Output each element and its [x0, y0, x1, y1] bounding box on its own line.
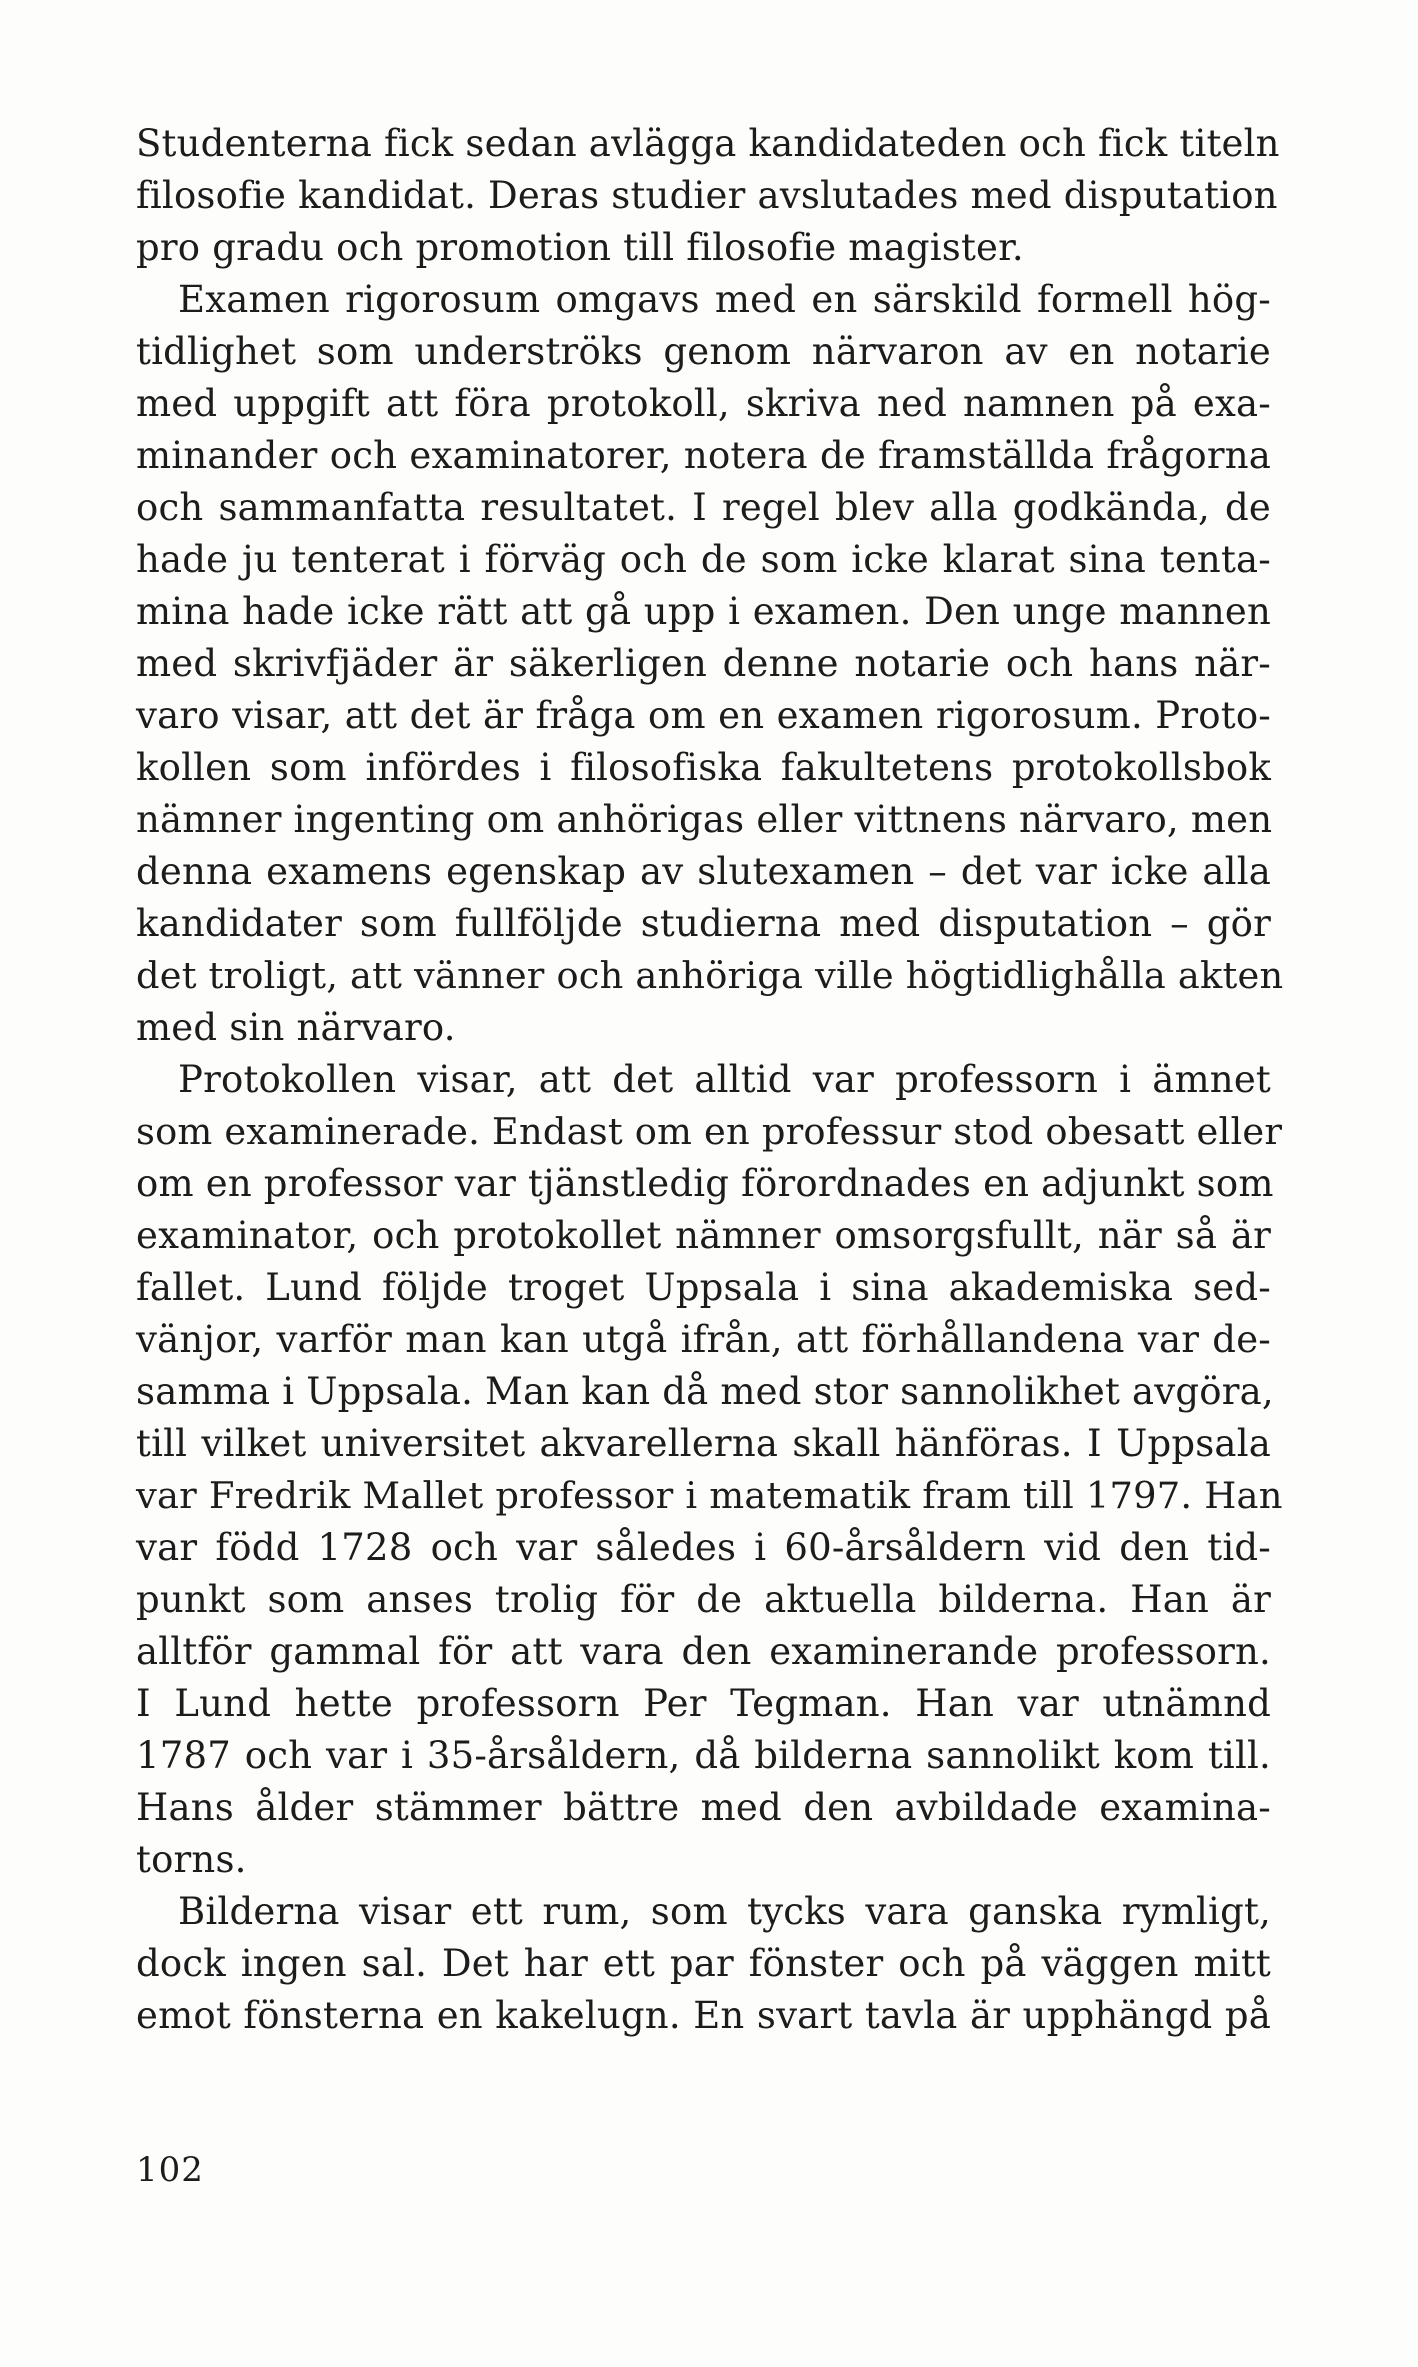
paragraph — [136, 1054, 1283, 1886]
text-line: kollen som infördes i filosofiska fakultetens protokollsbok — [136, 746, 1271, 789]
text-line: mina hade icke rätt att gå upp i examen. Den unge mannen — [136, 590, 1271, 633]
text-line: fallet. Lund följde troget Uppsala i sina akademiska sed- — [136, 1266, 1271, 1309]
text-line: Studenterna fick sedan avlägga kandidateden och fick titeln — [136, 122, 1280, 165]
text-line: dock ingen sal. Det har ett par fönster och på väggen mitt — [136, 1942, 1271, 1985]
text-line: samma i Uppsala. Man kan då med stor sannolikhet avgöra, — [136, 1370, 1274, 1413]
text-line: och sammanfatta resultatet. I regel blev alla godkända, de — [136, 486, 1271, 529]
text-line: till vilket universitet akvarellerna skall hänföras. I Uppsala — [136, 1422, 1271, 1465]
body-text — [136, 118, 1284, 2042]
text-line: tidlighet som underströks genom närvaron av en notarie — [136, 330, 1271, 373]
text-line: Protokollen visar, att det alltid var professorn i ämnet — [178, 1058, 1271, 1101]
text-line: Examen rigorosum omgavs med en särskild formell hög- — [178, 278, 1271, 321]
text-line: I Lund hette professorn Per Tegman. Han var utnämnd — [136, 1682, 1271, 1725]
text-line: denna examens egenskap av slutexamen – det var icke alla — [136, 850, 1271, 893]
text-line: vänjor, varför man kan utgå ifrån, att förhållandena var de- — [136, 1318, 1271, 1361]
paragraph — [136, 118, 1280, 274]
text-line: punkt som anses trolig för de aktuella bilderna. Han är — [136, 1578, 1271, 1621]
text-line: alltför gammal för att vara den examinerande professorn. — [136, 1630, 1271, 1673]
text-line: det troligt, att vänner och anhöriga ville högtidlighålla akten — [136, 954, 1284, 997]
text-line: med sin närvaro. — [136, 1006, 456, 1049]
text-line: kandidater som fullföljde studierna med disputation – gör — [136, 902, 1271, 945]
text-line: pro gradu och promotion till filosofie magister. — [136, 226, 1024, 269]
page-number: 102 — [136, 2150, 204, 2190]
text-line: som examinerade. Endast om en professur stod obesatt eller — [136, 1110, 1283, 1153]
text-line: var Fredrik Mallet professor i matematik fram till 1797. Han — [136, 1474, 1283, 1517]
text-line: om en professor var tjänstledig förordnades en adjunkt som — [136, 1162, 1274, 1205]
text-line: varo visar, att det är fråga om en examen rigorosum. Proto- — [136, 694, 1271, 737]
text-line: Bilderna visar ett rum, som tycks vara ganska rymligt, — [178, 1890, 1271, 1933]
text-line: minander och examinatorer, notera de framställda frågorna — [136, 434, 1271, 477]
text-line: examinator, och protokollet nämner omsorgsfullt, när så är — [136, 1214, 1271, 1257]
text-line: med uppgift att föra protokoll, skriva ned namnen på exa- — [136, 382, 1271, 425]
text-line: med skrivfjäder är säkerligen denne notarie och hans när- — [136, 642, 1271, 685]
text-line: nämner ingenting om anhörigas eller vittnens närvaro, men — [136, 798, 1273, 841]
paragraph — [136, 274, 1284, 1054]
text-line: emot fönsterna en kakelugn. En svart tavla är upphängd på — [136, 1994, 1271, 2037]
text-line: filosofie kandidat. Deras studier avslutades med disputation — [136, 174, 1278, 217]
text-line: torns. — [136, 1838, 247, 1881]
text-line: 1787 och var i 35-årsåldern, då bilderna sannolikt kom till. — [136, 1734, 1271, 1777]
paragraph — [136, 1886, 1271, 2042]
text-line: hade ju tenterat i förväg och de som icke klarat sina tenta- — [136, 538, 1271, 581]
text-line: var född 1728 och var således i 60-årsåldern vid den tid- — [136, 1526, 1271, 1569]
text-line: Hans ålder stämmer bättre med den avbildade examina- — [136, 1786, 1271, 1829]
